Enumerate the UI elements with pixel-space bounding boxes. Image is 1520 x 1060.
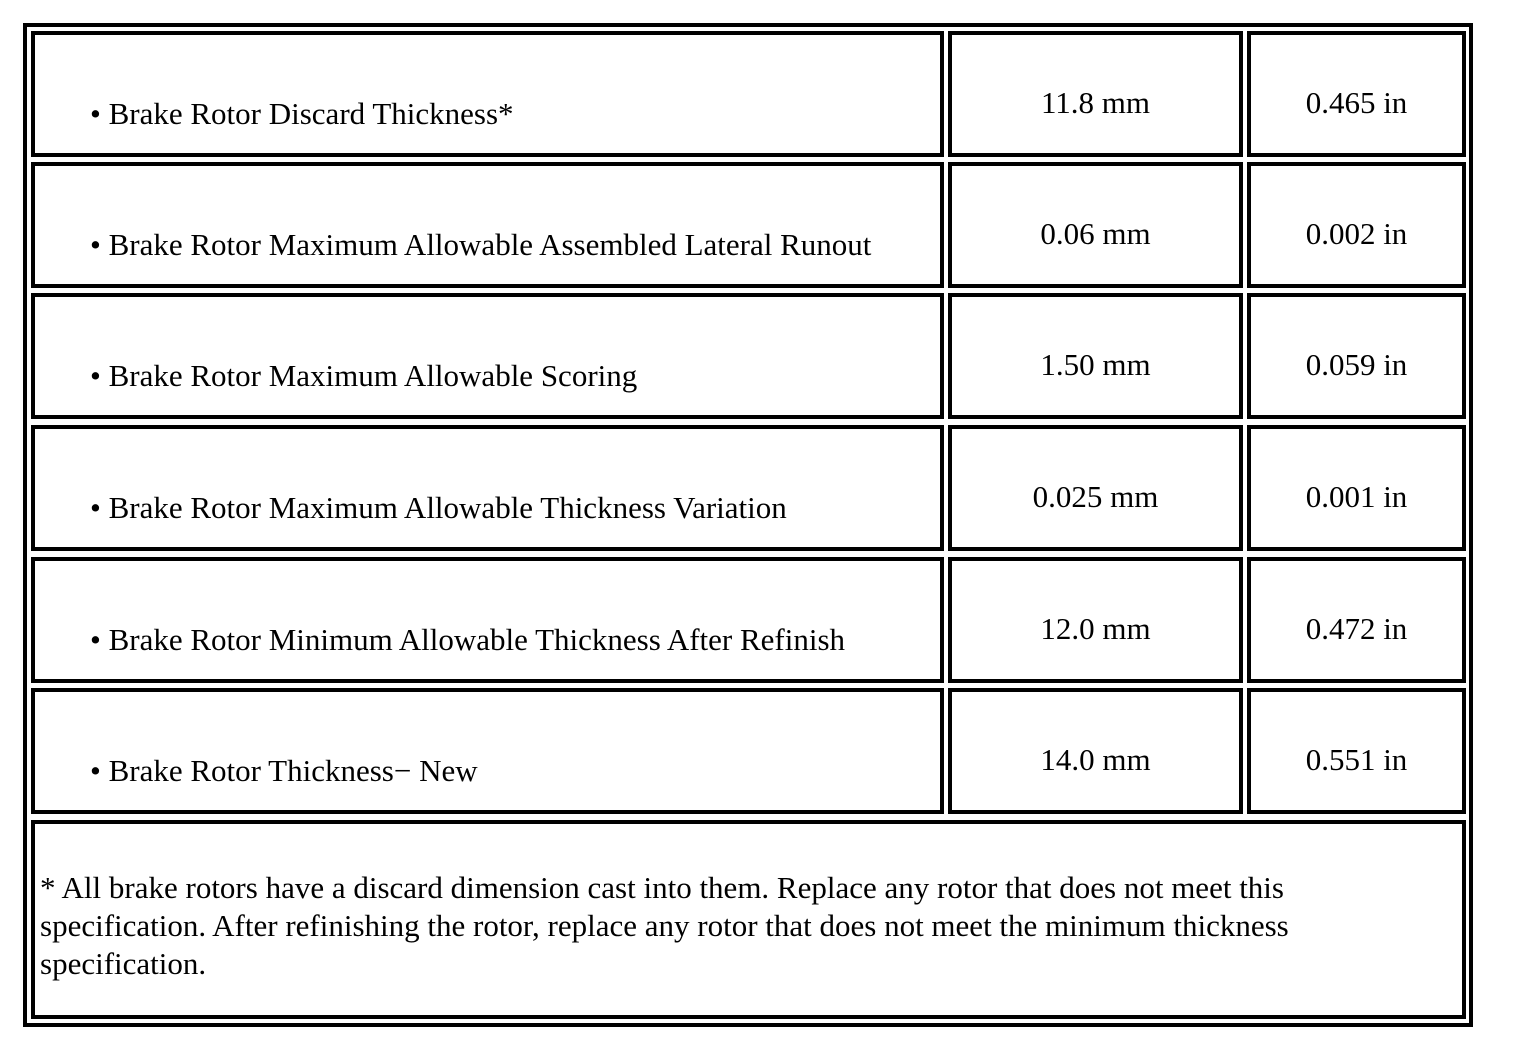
spec-name-cell: [31, 293, 944, 419]
footnote-cell: [31, 820, 1466, 1019]
metric-value-cell: [948, 688, 1243, 814]
metric-value-cell: [948, 162, 1243, 288]
imperial-value-cell: [1247, 293, 1466, 419]
spec-name: • Brake Rotor Minimum Allowable Thickness After Refinish: [90, 622, 846, 657]
imperial-value: 0.551 in: [1305, 742, 1408, 777]
metric-value-cell: [948, 293, 1243, 419]
footnote-text: * All brake rotors have a discard dimension cast into them. Replace any rotor that does not meet this specification. After refinishing the rotor, replace any rotor that does not meet the minimum thickness specification.: [40, 870, 1289, 981]
spec-name: • Brake Rotor Maximum Allowable Assembled Lateral Runout: [90, 227, 872, 262]
spec-name-cell: [31, 162, 944, 288]
imperial-value: 0.465 in: [1305, 85, 1408, 120]
imperial-value: 0.002 in: [1305, 216, 1408, 251]
imperial-value-cell: [1247, 31, 1466, 157]
metric-value-cell: [948, 557, 1243, 683]
imperial-value-cell: [1247, 557, 1466, 683]
spec-name: • Brake Rotor Maximum Allowable Thickness Variation: [90, 490, 787, 525]
imperial-value-cell: [1247, 688, 1466, 814]
spec-name-cell: [31, 31, 944, 157]
imperial-value: 0.001 in: [1305, 479, 1408, 514]
imperial-value-cell: [1247, 162, 1466, 288]
imperial-value: 0.059 in: [1305, 347, 1408, 382]
metric-value: 0.06 mm: [1040, 216, 1151, 251]
imperial-value-cell: [1247, 425, 1466, 551]
metric-value: 11.8 mm: [1040, 85, 1151, 120]
spec-name-cell: [31, 688, 944, 814]
metric-value-cell: [948, 31, 1243, 157]
brake-rotor-spec-table: [23, 23, 1473, 1027]
spec-name: • Brake Rotor Thickness− New: [90, 753, 478, 788]
spec-name-cell: [31, 425, 944, 551]
spec-name-cell: [31, 557, 944, 683]
metric-value: 0.025 mm: [1032, 479, 1159, 514]
metric-value-cell: [948, 425, 1243, 551]
imperial-value: 0.472 in: [1305, 611, 1408, 646]
metric-value: 1.50 mm: [1040, 347, 1151, 382]
metric-value: 12.0 mm: [1040, 611, 1151, 646]
spec-name: • Brake Rotor Maximum Allowable Scoring: [90, 358, 638, 393]
spec-name: • Brake Rotor Discard Thickness*: [90, 96, 514, 131]
metric-value: 14.0 mm: [1040, 742, 1151, 777]
